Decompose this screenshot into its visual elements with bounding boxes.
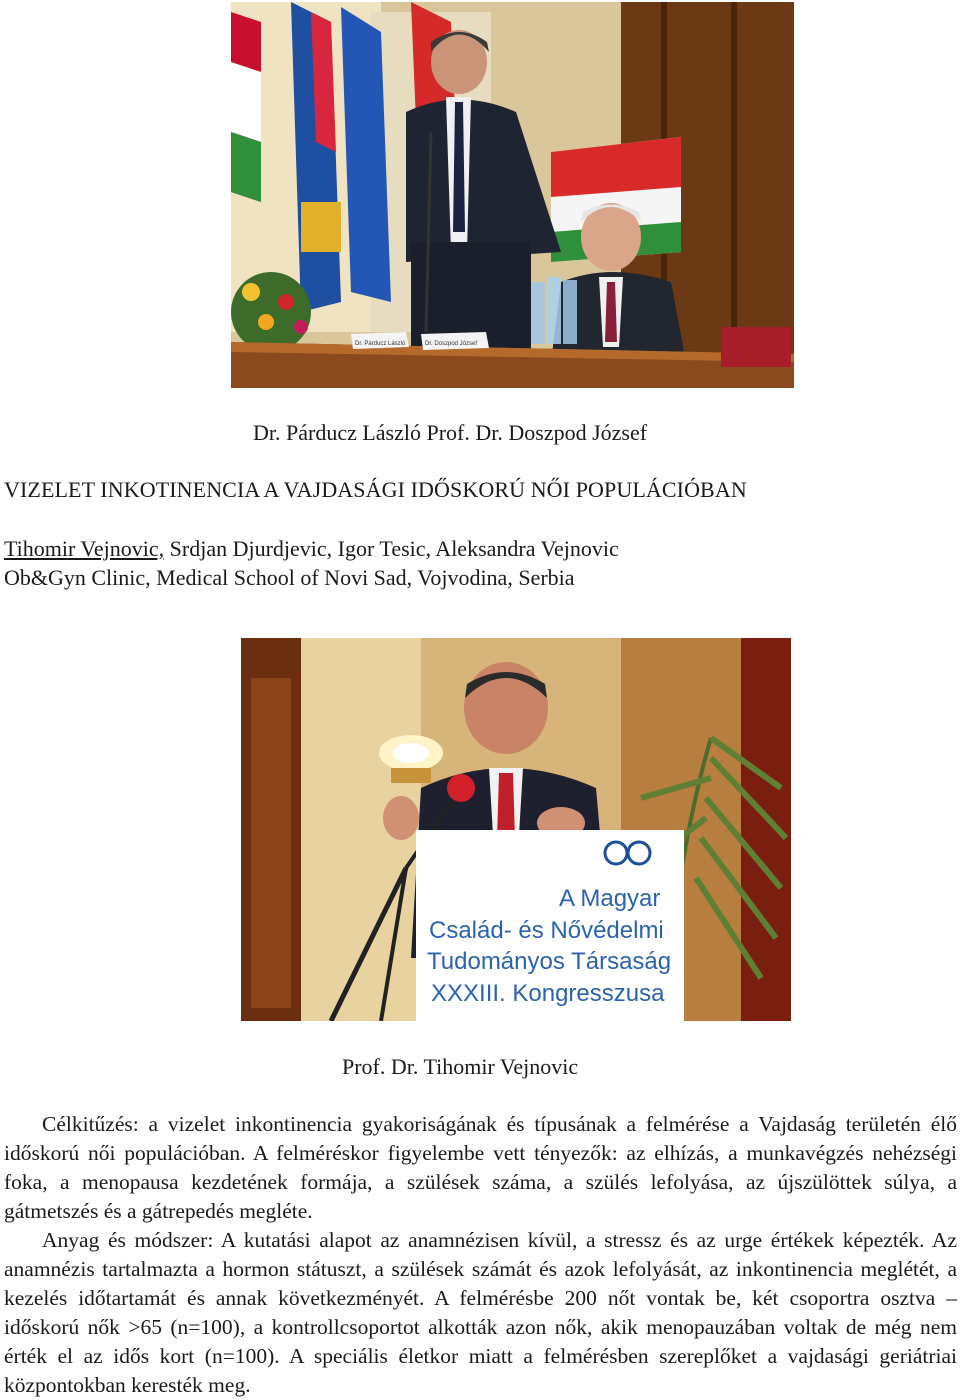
affiliation: Ob&Gyn Clinic, Medical School of Novi Sad, Vojvodina, Serbia xyxy=(4,565,575,590)
presenting-author: Tihomir Vejnovic, xyxy=(4,536,165,561)
abstract-body xyxy=(4,1110,957,1400)
co-authors: Srdjan Djurdjevic, Igor Tesic, Aleksandra Vejnovic xyxy=(164,536,619,561)
sign-line-2: Család- és Nővédelmi xyxy=(429,917,664,944)
conference-photo-1 xyxy=(231,2,794,388)
author-list xyxy=(4,536,619,562)
nameplate-right: Dr. Doszpod József xyxy=(425,341,478,347)
sign-line-4: XXXIII. Kongresszusa xyxy=(431,980,665,1007)
conference-photo-2 xyxy=(241,638,791,1021)
sign-line-3: Tudományos Társaság xyxy=(427,948,672,975)
nameplate-left: Dr. Párducz László xyxy=(355,341,406,347)
sign-line-1: A Magyar xyxy=(559,885,661,912)
photo2-caption: Prof. Dr. Tihomir Vejnovic xyxy=(342,1054,579,1079)
paragraph-methods: Anyag és módszer: A kutatási alapot az anamnézisen kívül, a stressz és az urge értékek képezték. Az anamnézis tartalmazta a hormon státuszt, a szülések számát és azok lefolyását, az inkontinencia meglétét, a kezelés időtartamát és annak következményét. A felmérésbe 200 nőt vontak be, két csoportra osztva – időskorú nők >65 (n=100), a kontrollcsoportot alkották azon nők, akik menopauzában voltak de még nem érték el az idős kort (n=100). A speciális életkor miatt a felmérésben szereplőket a vajdasági geriátriai központokban keresték meg. xyxy=(4,1228,957,1397)
article-title: VIZELET INKOTINENCIA A VAJDASÁGI IDŐSKORÚ NŐI POPULÁCIÓBAN xyxy=(4,477,747,502)
photo1-caption: Dr. Párducz László Prof. Dr. Doszpod József xyxy=(253,420,648,445)
paragraph-objective: Célkitűzés: a vizelet inkontinencia gyakoriságának és típusának a felmérése a Vajdaság területén élő időskorú női populációban. A felméréskor figyelembe vett tényezők: az elhízás, a munkavégzés nehézségi foka, a menopausa kezdetének formája, a szülések száma, a szülés lefolyása, az újszülöttek súlya, a gátmetszés és a gátrepedés megléte. xyxy=(4,1112,957,1223)
